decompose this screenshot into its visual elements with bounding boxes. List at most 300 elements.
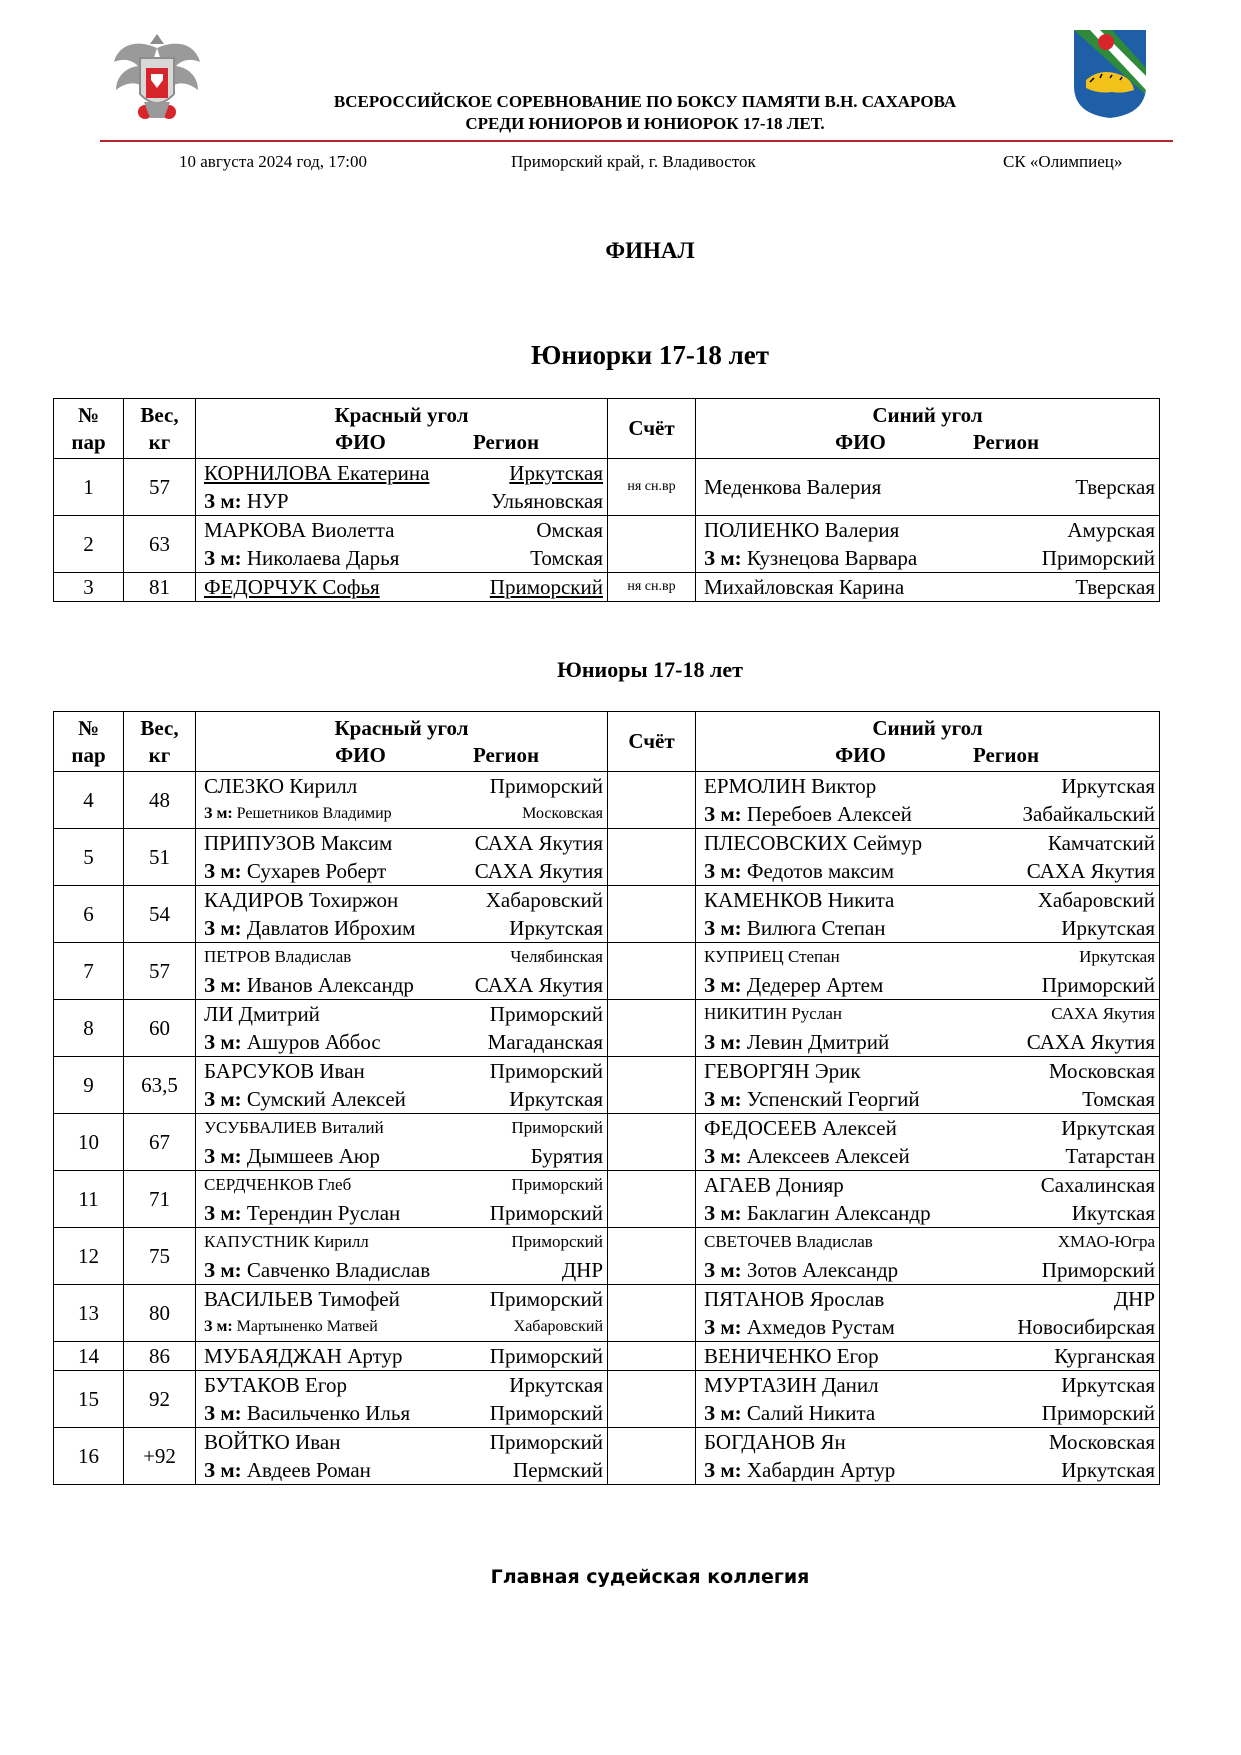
score-cell [608,1114,696,1171]
score-cell [608,1171,696,1228]
reserve-label: З м: [204,489,242,513]
red-corner-cell [196,1371,608,1428]
boxer-region: Московская [1048,1059,1155,1083]
reserve-name: Дедерер Артем [746,973,884,997]
boxer-name: СЕРДЧЕНКОВ Глеб [204,1175,352,1194]
reserve-region: Иркутская [509,916,603,940]
boxer-line [204,516,603,544]
reserve-region: Приморский [1041,973,1155,997]
bout-number: 5 [54,829,124,886]
reserve-name: Авдеев Роман [246,1458,371,1482]
boxer-region: Камчатский [1047,831,1155,855]
event-location: Приморский край, г. Владивосток [511,152,756,171]
boxer-region: Иркутская [1061,1116,1155,1140]
reserve-label: З м: [704,973,742,997]
score-header: Счёт [608,712,696,772]
boxer-name: СЛЕЗКО Кирилл [204,774,358,798]
region-subheader: Регион [973,742,1040,767]
boxer-name: МУБАЯДЖАН Артур [204,1344,403,1368]
reserve-name: Терендин Руслан [246,1201,401,1225]
reserve-region: Магаданская [487,1030,603,1054]
boxer-region: Приморский [489,1344,603,1368]
event-date: 10 августа 2024 год, 17:00 [179,152,367,171]
reserve-region: Забайкальский [1022,802,1155,826]
boxer-line [704,1228,1155,1256]
bout-row [54,459,1160,516]
boxer-name: ПЯТАНОВ Ярослав [704,1287,885,1311]
federation-emblem-icon [110,28,204,126]
reserve-boxer-line [704,544,1155,572]
score-cell [608,943,696,1000]
bout-number: 2 [54,516,124,573]
blue-corner-cell [696,1057,1160,1114]
boxer-name: КАПУСТНИК Кирилл [204,1232,369,1251]
boxer-line [704,573,1155,601]
boxer-region: Омская [536,518,603,542]
reserve-boxer-line [704,971,1155,999]
boxer-line [204,459,603,487]
boxer-line [704,1342,1155,1370]
bout-row [54,516,1160,573]
bout-row [54,1171,1160,1228]
boxer-region: Хабаровский [1037,888,1155,912]
boys-section-title: Юниоры 17-18 лет [557,657,743,682]
boxer-name: Меденкова Валерия [704,475,882,499]
bout-row [54,943,1160,1000]
weight-class: 48 [124,772,196,829]
reserve-name: Дымшеев Аюр [246,1144,380,1168]
reserve-region: Новосибирская [1017,1315,1155,1339]
reserve-name: Успенский Георгий [746,1087,920,1111]
reserve-label: З м: [204,1458,242,1482]
event-venue: СК «Олимпиец» [1003,152,1123,171]
boxer-line [204,772,603,800]
num-header: № пар [54,399,124,459]
boxer-name: ВАСИЛЬЕВ Тимофей [204,1287,400,1311]
reserve-label: З м: [704,1401,742,1425]
reserve-region: Ульяновская [491,489,603,513]
boxer-line [704,1057,1155,1085]
reserve-name: Вилюга Степан [746,916,886,940]
boxer-region: Приморский [511,1175,603,1194]
boxer-name: МАРКОВА Виолетта [204,518,395,542]
bout-number: 9 [54,1057,124,1114]
weight-class: 54 [124,886,196,943]
red-corner-header: Красный угол ФИО Регион [196,712,608,772]
reserve-region: САХА Якутия [474,973,603,997]
boxer-line [704,1000,1155,1028]
boxer-name: БУТАКОВ Егор [204,1373,347,1397]
boxer-name: ПЕТРОВ Владислав [204,947,352,966]
blue-corner-cell [696,516,1160,573]
reserve-boxer-line [704,1313,1155,1341]
boxer-name: СВЕТОЧЕВ Владислав [704,1232,873,1251]
reserve-label: З м: [204,1318,233,1335]
boxer-region: ХМАО-Югра [1057,1232,1155,1251]
boxer-region: Приморский [511,1118,603,1137]
blue-corner-cell [696,1114,1160,1171]
red-corner-cell [196,573,608,602]
reserve-boxer-line [204,1456,603,1484]
blue-corner-cell [696,1228,1160,1285]
boxer-line [204,1428,603,1456]
blue-corner-cell [696,1371,1160,1428]
reserve-boxer-line [704,1256,1155,1284]
boxer-name: ГЕВОРГЯН Эрик [704,1059,861,1083]
blue-corner-cell [696,1342,1160,1371]
score-cell [608,772,696,829]
reserve-region: Иркутская [1061,1458,1155,1482]
bout-row [54,1285,1160,1342]
reserve-label: З м: [204,1144,242,1168]
blue-corner-cell [696,1428,1160,1485]
reserve-label: З м: [704,1201,742,1225]
weight-class: 75 [124,1228,196,1285]
boxer-region: Сахалинская [1040,1173,1155,1197]
reserve-region: САХА Якутия [474,859,603,883]
boxer-region: Иркутская [509,1373,603,1397]
score-cell [608,1228,696,1285]
stage-title: ФИНАЛ [605,238,695,263]
boxer-line [204,1228,603,1256]
boxer-region: Хабаровский [485,888,603,912]
boxer-region: Московская [1048,1430,1155,1454]
bout-number: 4 [54,772,124,829]
region-subheader: Регион [973,429,1040,454]
boxer-region: Тверская [1075,575,1155,599]
reserve-boxer-line [204,1399,603,1427]
boxer-name: МУРТАЗИН Данил [704,1373,879,1397]
red-corner-cell [196,772,608,829]
reserve-name: Решетников Владимир [236,805,392,822]
reserve-boxer-line [204,971,603,999]
boxer-name: ФЕДОСЕЕВ Алексей [704,1116,897,1140]
boxer-name: КУПРИЕЦ Степан [704,947,840,966]
boxer-region: ДНР [1113,1287,1155,1311]
blue-corner-cell [696,573,1160,602]
score-cell [608,1057,696,1114]
competition-title: ВСЕРОССИЙСКОЕ СОРЕВНОВАНИЕ ПО БОКСУ ПАМЯТИ В.Н. САХАРОВА [333,92,957,111]
boxer-line [204,1114,603,1142]
boxer-region: Челябинская [510,947,603,966]
reserve-boxer-line [204,544,603,572]
bout-row [54,1057,1160,1114]
reserve-boxer-line [204,914,603,942]
chief-judges-panel: Главная судейская коллегия [490,1566,810,1588]
reserve-label: З м: [204,973,242,997]
reserve-boxer-line [704,800,1155,828]
reserve-name: Сухарев Роберт [246,859,387,883]
blue-corner-cell [696,459,1160,516]
boxer-name: ПЛЕСОВСКИХ Сеймур [704,831,923,855]
reserve-label: З м: [204,1258,242,1282]
boxer-line [704,516,1155,544]
reserve-label: З м: [704,1315,742,1339]
boxer-region: Приморский [489,774,603,798]
weight-class: 92 [124,1371,196,1428]
boxer-line [204,1057,603,1085]
reserve-region: Приморский [489,1401,603,1425]
boxer-name: ФЕДОРЧУК Софья [204,575,380,599]
reserve-region: Татарстан [1065,1144,1155,1168]
boxer-name: ВОЙТКО Иван [204,1430,341,1454]
score-cell [608,1428,696,1485]
reserve-label: З м: [704,1144,742,1168]
reserve-name: Кузнецова Варвара [746,546,918,570]
blue-corner-cell [696,772,1160,829]
reserve-name: Перебоев Алексей [746,802,912,826]
num-header: № пар [54,712,124,772]
reserve-label: З м: [204,1201,242,1225]
reserve-label: З м: [204,1030,242,1054]
red-corner-cell [196,1285,608,1342]
blue-corner-cell [696,829,1160,886]
boxer-line [704,886,1155,914]
boxer-line [204,1371,603,1399]
blue-corner-cell [696,943,1160,1000]
bout-number: 16 [54,1428,124,1485]
blue-corner-cell [696,1171,1160,1228]
boxer-name: ПОЛИЕНКО Валерия [704,518,900,542]
reserve-boxer-line [704,914,1155,942]
score-cell [608,1342,696,1371]
weight-header: Вес, кг [124,712,196,772]
red-corner-cell [196,1342,608,1371]
girls-bouts-table [53,398,1160,602]
weight-class: 63 [124,516,196,573]
reserve-name: Мартыненко Матвей [236,1318,378,1335]
bout-number: 8 [54,1000,124,1057]
bout-number: 11 [54,1171,124,1228]
reserve-boxer-line [704,1399,1155,1427]
bout-row [54,1000,1160,1057]
weight-class: 57 [124,943,196,1000]
name-subheader: ФИО [835,742,886,767]
boxer-line [704,829,1155,857]
reserve-name: Ашуров Аббос [246,1030,381,1054]
reserve-boxer-line [704,1142,1155,1170]
boxer-line [204,829,603,857]
red-corner-cell [196,516,608,573]
score-cell [608,1000,696,1057]
weight-class: 51 [124,829,196,886]
reserve-boxer-line [704,1085,1155,1113]
header-divider [100,140,1173,142]
score-cell: ня сн.вр [608,459,696,516]
bout-row [54,886,1160,943]
reserve-region: САХА Якутия [1026,1030,1155,1054]
reserve-label: З м: [204,1087,242,1111]
bout-number: 12 [54,1228,124,1285]
reserve-name: Савченко Владислав [246,1258,431,1282]
boxer-region: Тверская [1075,475,1155,499]
reserve-region: Бурятия [530,1144,603,1168]
reserve-name: Хабардин Артур [746,1458,896,1482]
boxer-region: Иркутская [1079,947,1155,966]
reserve-boxer-line [704,1199,1155,1227]
bout-number: 10 [54,1114,124,1171]
red-corner-cell [196,1057,608,1114]
boxer-region: Приморский [489,1430,603,1454]
reserve-region: Иркутская [1061,916,1155,940]
boxer-region: Курганская [1054,1344,1155,1368]
reserve-label: З м: [704,1458,742,1482]
boxer-name: ВЕНИЧЕНКО Егор [704,1344,879,1368]
bout-number: 14 [54,1342,124,1371]
weight-class: 71 [124,1171,196,1228]
bout-number: 3 [54,573,124,602]
bout-row [54,1371,1160,1428]
red-corner-cell [196,886,608,943]
boxer-region: САХА Якутия [474,831,603,855]
reserve-boxer-line [204,1256,603,1284]
region-subheader: Регион [473,429,540,454]
boxer-line [704,473,1155,501]
bout-number: 13 [54,1285,124,1342]
weight-class: 81 [124,573,196,602]
bout-row [54,772,1160,829]
reserve-name: Сумский Алексей [246,1087,406,1111]
bout-row [54,1342,1160,1371]
reserve-label: З м: [704,546,742,570]
table-header [54,399,1160,459]
reserve-label: З м: [204,1401,242,1425]
reserve-region: ДНР [561,1258,603,1282]
reserve-boxer-line [204,857,603,885]
reserve-boxer-line [204,1028,603,1056]
reserve-boxer-line [204,1142,603,1170]
reserve-boxer-line [704,857,1155,885]
boxer-region: Иркутская [1061,1373,1155,1397]
red-corner-cell [196,1428,608,1485]
boxer-name: УСУБВАЛИЕВ Виталий [204,1118,384,1137]
red-corner-cell [196,943,608,1000]
boxer-region: Иркутская [1061,774,1155,798]
reserve-name: Васильченко Илья [246,1401,411,1425]
reserve-name: Алексеев Алексей [746,1144,910,1168]
reserve-boxer-line [704,1456,1155,1484]
reserve-region: Пермский [513,1458,603,1482]
reserve-region: Приморский [1041,546,1155,570]
girls-section-title: Юниорки 17-18 лет [530,340,770,370]
boxer-line [204,1000,603,1028]
blue-corner-cell [696,886,1160,943]
boxer-name: АГАЕВ Донияр [704,1173,844,1197]
reserve-boxer-line [204,1313,603,1341]
boxer-line [704,1171,1155,1199]
competition-subtitle: СРЕДИ ЮНИОРОВ И ЮНИОРОК 17-18 ЛЕТ. [465,114,825,133]
reserve-label: З м: [704,1258,742,1282]
boxer-name: ЕРМОЛИН Виктор [704,774,877,798]
reserve-boxer-line [204,800,603,828]
reserve-name: НУР [246,489,289,513]
reserve-region: Иркутская [509,1087,603,1111]
bout-number: 1 [54,459,124,516]
boxer-name: БАРСУКОВ Иван [204,1059,365,1083]
boxer-region: Приморский [489,575,603,599]
boxer-name: ПРИПУЗОВ Максим [204,831,393,855]
boxer-region: Приморский [489,1059,603,1083]
reserve-boxer-line [204,1199,603,1227]
bout-row [54,829,1160,886]
red-corner-header: Красный угол ФИО Регион [196,399,608,459]
red-corner-cell [196,829,608,886]
blue-corner-cell [696,1000,1160,1057]
name-subheader: ФИО [335,429,386,454]
reserve-label: З м: [204,546,242,570]
reserve-name: Баклагин Александр [746,1201,931,1225]
reserve-boxer-line [204,1085,603,1113]
boxer-name: НИКИТИН Руслан [704,1004,842,1023]
reserve-name: Федотов максим [746,859,894,883]
reserve-region: Томская [530,546,603,570]
score-cell [608,886,696,943]
reserve-region: САХА Якутия [1026,859,1155,883]
boxer-line [704,1114,1155,1142]
reserve-region: Икутская [1071,1201,1155,1225]
boxer-name: ЛИ Дмитрий [204,1002,320,1026]
boxer-region: Приморский [489,1002,603,1026]
reserve-region: Приморский [1041,1258,1155,1282]
red-corner-cell [196,1228,608,1285]
bout-row [54,1228,1160,1285]
boxer-line [704,1285,1155,1313]
reserve-label: З м: [704,916,742,940]
reserve-label: З м: [204,859,242,883]
bout-row [54,1428,1160,1485]
boxer-name: Михайловская Карина [704,575,905,599]
weight-class: 57 [124,459,196,516]
reserve-name: Иванов Александр [246,973,414,997]
weight-header: Вес, кг [124,399,196,459]
boxer-name: КОРНИЛОВА Екатерина [204,461,430,485]
reserve-region: Томская [1082,1087,1155,1111]
reserve-name: Давлатов Иброхим [246,916,416,940]
score-cell [608,829,696,886]
table-header [54,712,1160,772]
blue-corner-header: Синий угол ФИО Регион [696,399,1160,459]
reserve-name: Зотов Александр [746,1258,899,1282]
blue-corner-header: Синий угол ФИО Регион [696,712,1160,772]
boxer-line [204,1342,603,1370]
boxer-name: БОГДАНОВ Ян [704,1430,846,1454]
score-cell [608,1371,696,1428]
score-header: Счёт [608,399,696,459]
boxer-line [704,943,1155,971]
boxer-name: КАДИРОВ Тохиржон [204,888,399,912]
boxer-line [704,1428,1155,1456]
reserve-region: Московская [522,805,603,822]
bout-number: 6 [54,886,124,943]
boxer-region: Приморский [511,1232,603,1251]
boys-bouts-table [53,711,1160,1485]
primorsky-krai-coat-of-arms-icon [1072,28,1148,120]
reserve-boxer-line [704,1028,1155,1056]
boxer-line [204,1171,603,1199]
reserve-label: З м: [204,805,233,822]
red-corner-cell [196,459,608,516]
score-cell [608,516,696,573]
score-cell [608,1285,696,1342]
reserve-region: Хабаровский [513,1318,603,1335]
bout-number: 7 [54,943,124,1000]
boxer-line [704,1371,1155,1399]
weight-class: +92 [124,1428,196,1485]
boxer-name: КАМЕНКОВ Никита [704,888,895,912]
weight-class: 86 [124,1342,196,1371]
boxer-line [204,1285,603,1313]
reserve-name: Левин Дмитрий [746,1030,890,1054]
